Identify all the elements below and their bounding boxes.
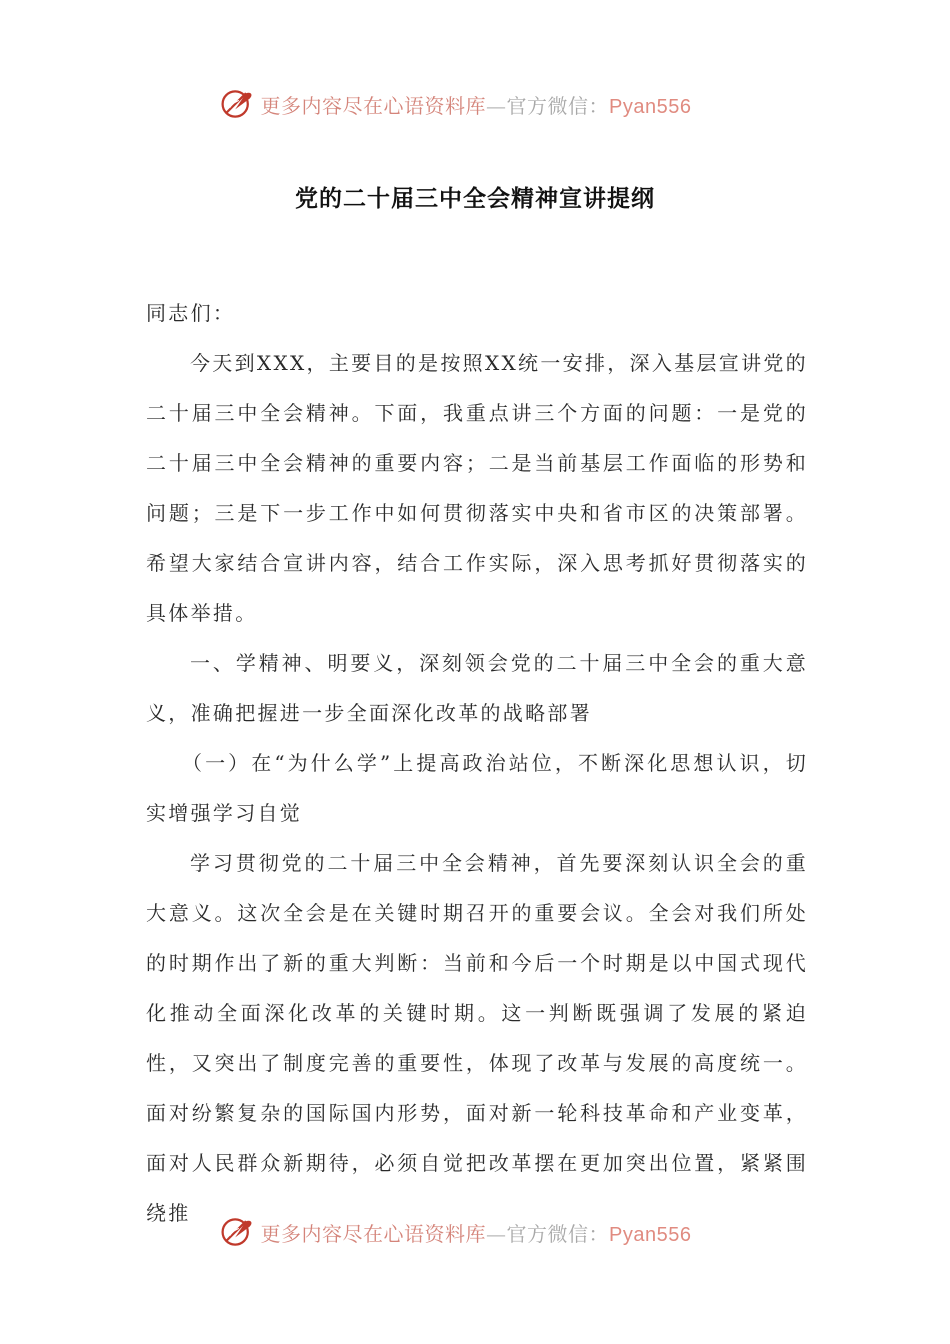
document-title: 党的二十届三中全会精神宣讲提纲 <box>295 185 655 212</box>
watermark-main: 更多内容尽在心语资料库 <box>260 1221 487 1246</box>
watermark-separator: — <box>486 93 507 118</box>
section-heading-1: 一、学精神、明要义，深刻领会党的二十届三中全会的重大意义，准确把握进一步全面深化改革的战略部署 <box>146 651 808 725</box>
quill-logo-icon <box>219 86 255 122</box>
paragraph-body: 学习贯彻党的二十届三中全会精神，首先要深刻认识全会的重大意义。这次全会是在关键时期召开的重要会议。全会对我们所处的时期作出了新的重大判断：当前和今后一个时期是以中国式现代化推动全面深化改革的关键时期。这一判断既强调了发展的紧迫性，又突出了制度完善的重要性，体现了改革与发展的高度统一。面对纷繁复杂的国际国内形势，面对新一轮科技革命和产业变革，面对人民群众新期待，必须自觉把改革摆在更加突出位置，紧紧围绕推 <box>146 851 808 1225</box>
quill-logo-icon <box>219 1214 255 1250</box>
document-body <box>146 288 808 1238</box>
watermark-id: Pyan556 <box>609 95 692 118</box>
watermark-label: 官方微信： <box>506 1221 610 1246</box>
watermark-text <box>261 1218 692 1247</box>
watermark-main: 更多内容尽在心语资料库 <box>260 93 487 118</box>
paragraph-intro: 今天到XXX，主要目的是按照XX统一安排，深入基层宣讲党的二十届三中全会精神。下面，我重点讲三个方面的问题：一是党的二十届三中全会精神的重要内容；二是当前基层工作面临的形势和问题；三是下一步工作中如何贯彻落实中央和省市区的决策部署。希望大家结合宣讲内容，结合工作实际，深入思考抓好贯彻落实的具体举措。 <box>146 351 808 625</box>
watermark-label: 官方微信： <box>506 93 610 118</box>
watermark-separator: — <box>486 1221 507 1246</box>
subsection-heading-1: （一）在“为什么学”上提高政治站位，不断深化思想认识，切实增强学习自觉 <box>146 751 808 825</box>
watermark-header <box>0 84 950 124</box>
salutation: 同志们： <box>146 301 236 325</box>
watermark-id: Pyan556 <box>609 1223 692 1246</box>
watermark-footer <box>0 1212 950 1252</box>
watermark-text <box>261 90 692 119</box>
